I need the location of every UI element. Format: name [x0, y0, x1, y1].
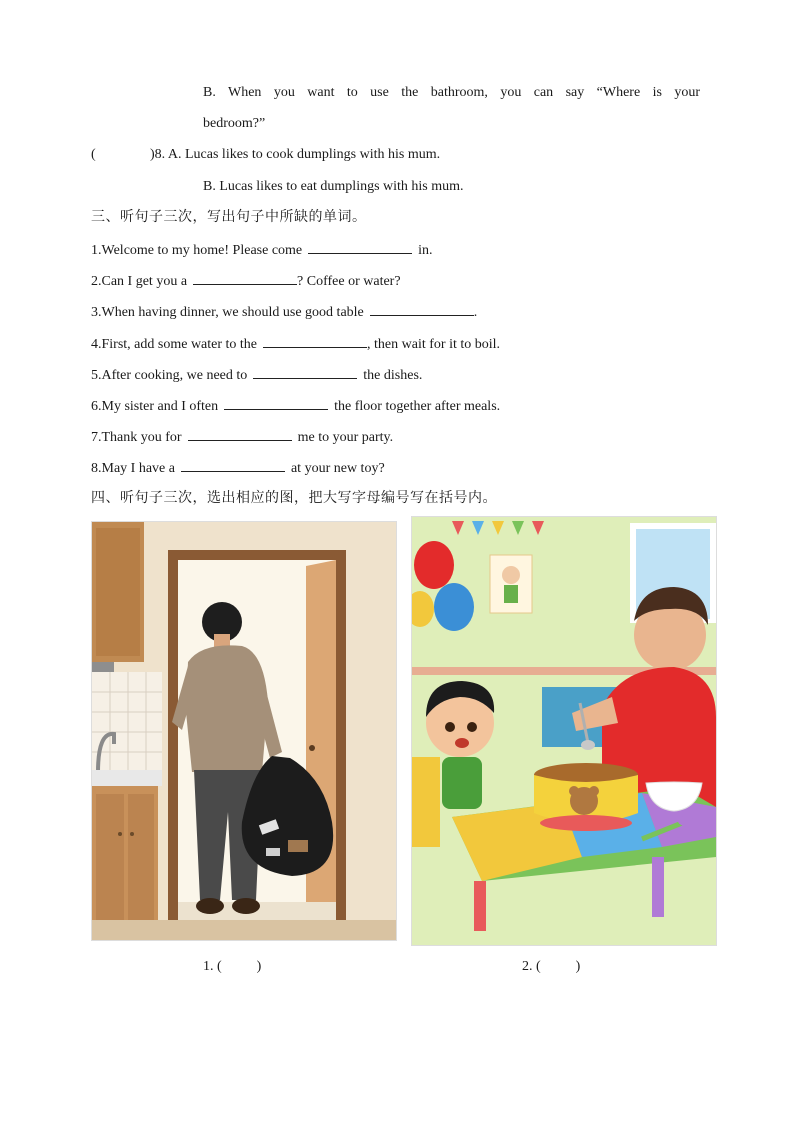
- item-text-after: at your new toy?: [290, 461, 385, 476]
- item-text-before: 7.Thank you for: [91, 430, 182, 445]
- q8-option-a: )8. A. Lucas likes to cook dumplings with his mum.: [150, 147, 441, 162]
- answer-blank[interactable]: [188, 427, 292, 441]
- answer-blank[interactable]: [193, 271, 297, 285]
- answer-blank[interactable]: [370, 302, 474, 316]
- answer-blank[interactable]: [308, 240, 412, 254]
- item-text-after: the floor together after meals.: [334, 399, 501, 414]
- q7-option-b-line1: B. When you want to use the bathroom, you can say “Where is your: [203, 85, 700, 100]
- fill-in-item: [91, 334, 500, 354]
- fill-in-item: [91, 427, 393, 447]
- picture-1-answer[interactable]: 1. ( ): [203, 959, 262, 974]
- answer-blank[interactable]: [181, 458, 285, 472]
- fill-in-item: [91, 271, 401, 291]
- answer-blank[interactable]: [224, 396, 328, 410]
- picture-taking-out-trash: [91, 521, 397, 941]
- fill-in-item: [91, 365, 422, 385]
- item-text-before: 2.Can I get you a: [91, 274, 188, 289]
- fill-in-item: [91, 458, 385, 478]
- item-text-before: 8.May I have a: [91, 461, 175, 476]
- section3-heading: 三、听句子三次，写出句子中所缺的单词。: [91, 209, 367, 225]
- q8-answer-bracket: (: [91, 147, 96, 162]
- q7-option-b-line2: bedroom?”: [203, 116, 266, 131]
- item-text-after: , then wait for it to boil.: [367, 337, 501, 352]
- item-text-before: 1.Welcome to my home! Please come: [91, 243, 303, 258]
- item-text-after: the dishes.: [363, 368, 423, 383]
- item-text-after: ? Coffee or water?: [297, 274, 401, 289]
- fill-in-item: [91, 240, 433, 260]
- item-text-before: 4.First, add some water to the: [91, 337, 258, 352]
- item-text-after: .: [473, 305, 478, 320]
- item-text-before: 6.My sister and I often: [91, 399, 219, 414]
- section4-heading: 四、听句子三次，选出相应的图，把大写字母编号写在括号内。: [91, 490, 497, 506]
- fill-in-item: [91, 302, 477, 322]
- soup-illustration: [412, 517, 716, 945]
- answer-blank[interactable]: [253, 365, 357, 379]
- picture-2-answer[interactable]: 2. ( ): [522, 959, 581, 974]
- trash-illustration: [92, 522, 396, 940]
- fill-in-item: [91, 396, 500, 416]
- item-text-before: 3.When having dinner, we should use good table: [91, 305, 364, 320]
- q8-option-b: B. Lucas likes to eat dumplings with his mum.: [203, 179, 464, 194]
- item-text-after: in.: [418, 243, 433, 258]
- item-text-before: 5.After cooking, we need to: [91, 368, 248, 383]
- picture-father-and-child-soup: [411, 516, 717, 946]
- answer-blank[interactable]: [263, 334, 367, 348]
- item-text-after: me to your party.: [297, 430, 394, 445]
